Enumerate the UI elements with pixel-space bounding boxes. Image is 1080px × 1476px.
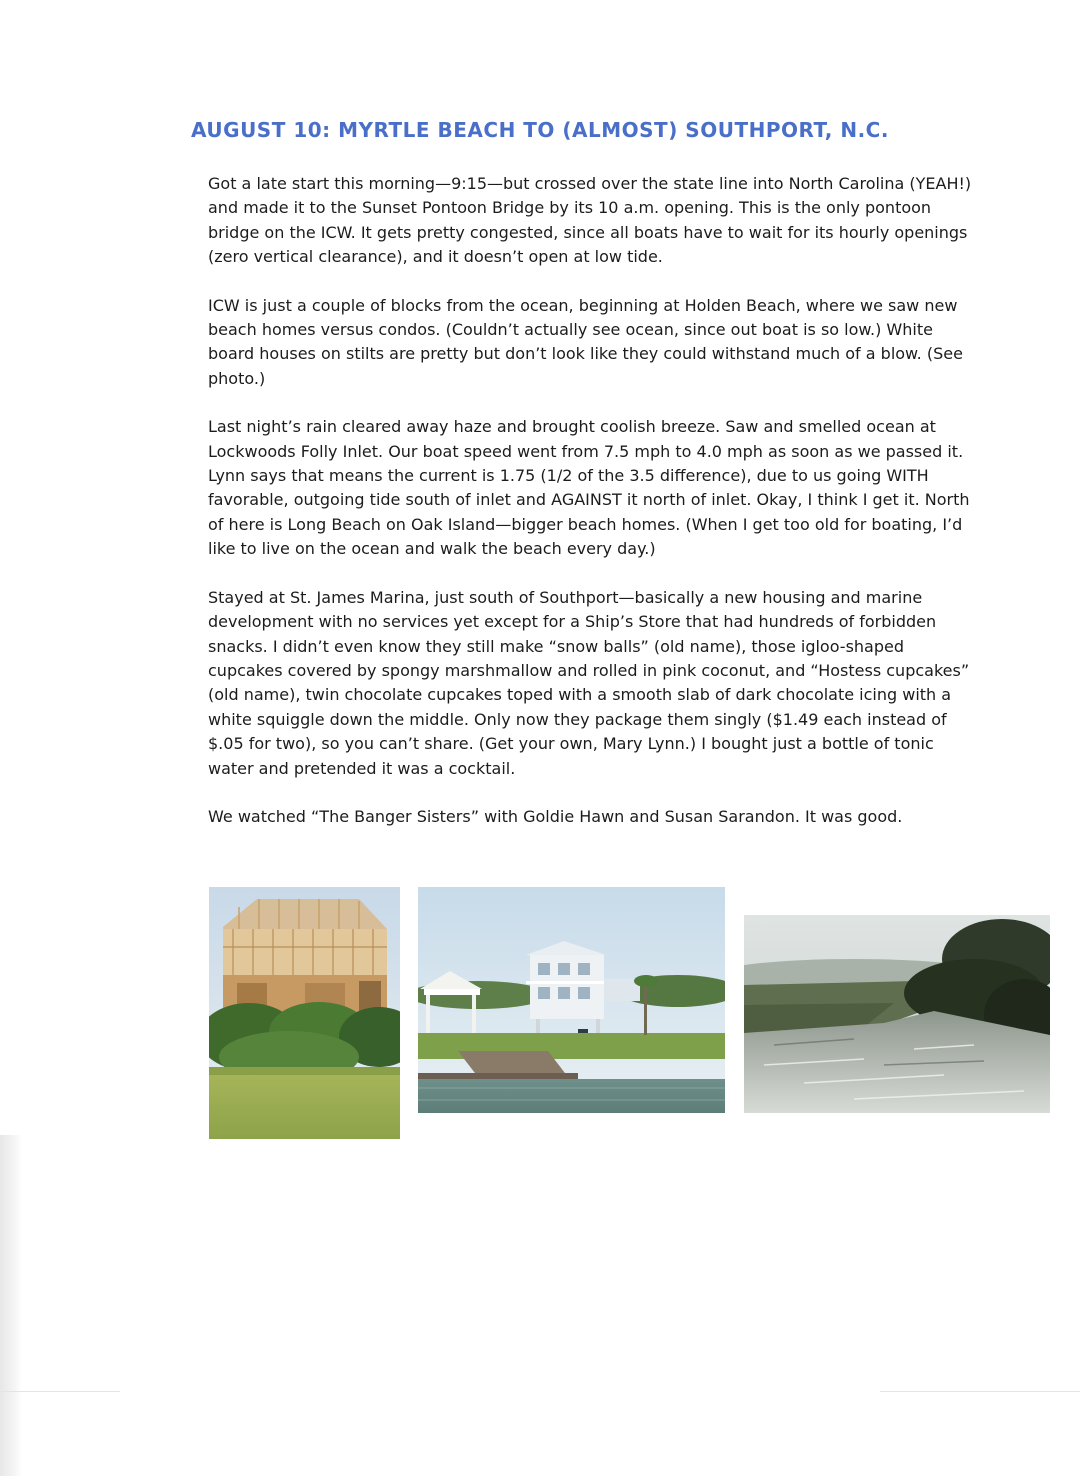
paragraph-2: ICW is just a couple of blocks from the ocean, beginning at Holden Beach, where we saw new beach homes versus condos. (Couldn’t actually see ocean, since out boat is so low.) White board houses on stilts are pretty but don’t look like they could withstand much of a blow. (See photo.) bbox=[208, 295, 963, 388]
paragraph-4: Stayed at St. James Marina, just south of Southport—basically a new housing and marine development with no services yet except for a Ship’s Store that had hundreds of forbidden snacks. I didn’t even know they still make “snow balls” (old name), those igloo-shaped cupcakes covered by spongy marshmallow and rolled in pink coconut, and “Hostess cupcakes” (old name), twin chocolate cupcakes toped with a smooth slab of dark chocolate icing with a white squiggle down the middle. Only now they package them singly ($1.49 each instead of $.05 for two), so you can’t share. (Get your own, Mary Lynn.) I bought just a bottle of tonic water and pretended it was a cocktail. bbox=[208, 587, 970, 778]
photo-marsh-creek bbox=[744, 915, 1050, 1113]
scan-rule-left bbox=[0, 1391, 120, 1392]
journal-body bbox=[208, 172, 978, 853]
scan-edge-shadow bbox=[0, 1135, 22, 1476]
page-title: AUGUST 10: MYRTLE BEACH TO (ALMOST) SOUTHPORT, N.C. bbox=[191, 118, 889, 142]
paragraph-5: We watched “The Banger Sisters” with Goldie Hawn and Susan Sarandon. It was good. bbox=[208, 806, 903, 826]
photo-beach-house bbox=[418, 887, 725, 1113]
scan-rule-right bbox=[880, 1391, 1080, 1392]
photo-house-construction bbox=[209, 887, 400, 1139]
paragraph-1: Got a late start this morning—9:15—but crossed over the state line into North Carolina (YEAH!) and made it to the Sunset Pontoon Bridge by its 10 a.m. opening. This is the only pontoon bridge on the ICW. It gets pretty congested, since all boats have to wait for its hourly openings (zero vertical clearance), and it doesn’t open at low tide. bbox=[208, 174, 972, 267]
paragraph-3: Last night’s rain cleared away haze and brought coolish breeze. Saw and smelled ocean at Lockwoods Folly Inlet. Our boat speed went from 7.5 mph to 4.0 mph as soon as we passed it. Lynn says that means the current is 1.75 (1/2 of the 3.5 difference), due to us going WITH favorable, outgoing tide south of inlet and AGAINST it north of inlet. Okay, I think I get it. North of here is Long Beach on Oak Island—bigger beach homes. (When I get too old for boating, I’d like to live on the ocean and walk the beach every day.) bbox=[208, 417, 970, 559]
